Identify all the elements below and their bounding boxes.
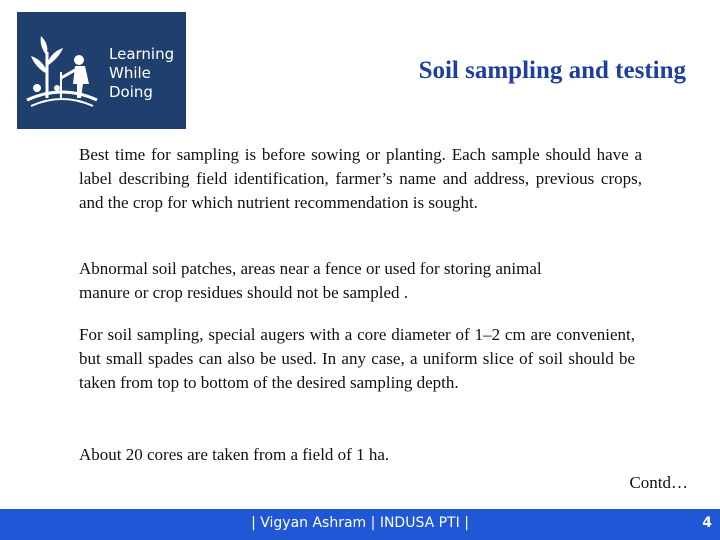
footer-bar (0, 509, 720, 540)
plant-and-farmer-icon (17, 12, 109, 129)
slide-title: Soil sampling and testing (418, 57, 686, 84)
paragraph-abnormal-patches: Abnormal soil patches, areas near a fence or used for storing animal manure or crop residues should not be sampled . (79, 259, 542, 302)
page-number: 4 (702, 515, 712, 531)
paragraph-cores-per-field: About 20 cores are taken from a field of 1 ha. (79, 445, 390, 464)
logo-line-2: While (109, 64, 151, 82)
paragraph-sampling-time: Best time for sampling is before sowing or planting. Each sample should have a label describing field identification, farmer’s name and address, previous crops, and the crop for which nutrient recommendation is sought. (79, 145, 642, 212)
footer-organizations: | Vigyan Ashram | INDUSA PTI | (251, 515, 469, 531)
logo-line-1: Learning (109, 45, 175, 63)
learning-while-doing-logo (17, 12, 186, 129)
paragraph-sampling-tools: For soil sampling, special augers with a core diameter of 1–2 cm are convenient, but small spades can also be used. In any case, a uniform slice of soil should be taken from top to bottom of the desired sampling depth. (79, 325, 635, 392)
continued-label: Contd… (629, 473, 688, 492)
logo-line-3: Doing (109, 83, 153, 101)
logo-text (109, 45, 174, 102)
